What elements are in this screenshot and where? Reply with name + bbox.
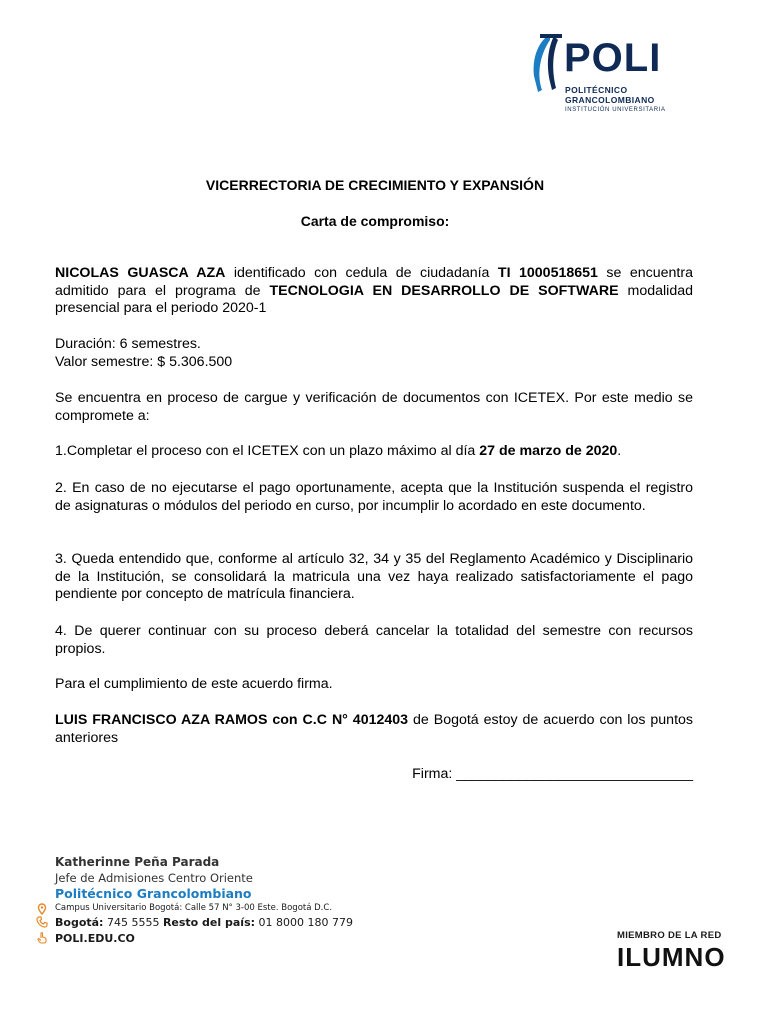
guardian-text: de Bogotá estoy de acuerdo con los puntos anteriores — [55, 712, 693, 746]
item-4-paragraph: 4. De querer continuar con su proceso deberá cancelar la totalidad del semestre con recursos propios. — [55, 623, 693, 657]
program-name: TECNOLOGIA EN DESARROLLO DE SOFTWARE — [269, 282, 619, 299]
item-1-end: . — [617, 443, 622, 459]
pointer-hand-icon — [36, 932, 48, 944]
logo-line-2: GRANCOLOMBIANO — [565, 95, 655, 105]
ilumno-logo — [617, 930, 737, 972]
country-label: Resto del país: — [162, 916, 256, 929]
footer-contact — [55, 854, 353, 947]
phone-label: Bogotá: — [55, 916, 104, 929]
signature-line: Firma: ______________________________ — [412, 766, 693, 782]
signer-name: Katherinne Peña Parada — [55, 855, 220, 869]
duration-text: Duración: 6 semestres. — [55, 336, 201, 352]
web-row — [55, 931, 353, 947]
guardian-name: LUIS FRANCISCO AZA RAMOS con C.C N° 4012403 — [55, 712, 409, 728]
logo-title: POLI — [564, 36, 662, 80]
phone-icon — [36, 916, 48, 928]
phone-row — [55, 915, 353, 931]
closing-text: Para el cumplimiento de este acuerdo firma. — [55, 676, 333, 692]
logo-line-1: POLITÉCNICO — [565, 85, 628, 95]
item-2-paragraph: 2. En caso de no ejecutarse el pago oportunamente, acepta que la Institución suspenda el registro de asignaturas o módulos del periodo en curso, por incumplir lo acordado en este documento. — [55, 480, 693, 514]
location-pin-icon — [36, 903, 48, 915]
signer-role: Jefe de Admisiones Centro Oriente — [55, 871, 253, 885]
document-id: TI 1000518651 — [497, 265, 598, 281]
ilumno-name: ILUMNO — [617, 942, 726, 972]
intro-text-3: modalidad presencial para el periodo 2020-1 — [55, 282, 693, 317]
intro-text-2: se encuentra admitido para el programa de — [55, 265, 693, 299]
intro-text-1: identificado con cedula de ciudadanía — [225, 265, 498, 281]
website-link[interactable]: POLI.EDU.CO — [55, 932, 135, 945]
student-name: NICOLAS GUASCA AZA — [55, 265, 226, 281]
item-1-text: 1.Completar el proceso con el ICETEX con un plazo máximo al día — [55, 443, 480, 459]
address-text: Campus Universitario Bogotá: Calle 57 N° 3-00 Este. Bogotá D.C. — [55, 903, 333, 913]
item-3-paragraph: 3. Queda entendido que, conforme al artículo 32, 34 y 35 del Reglamento Académico y Disciplinario de la Institución, se consolidará la matricula una vez haya realizado satisfactoriamente el pago pendiente por concepto de matrícula financiera. — [55, 551, 693, 603]
intro-paragraph — [55, 265, 693, 318]
address-row — [55, 902, 353, 915]
letter-title: Carta de compromiso: — [300, 213, 450, 229]
poli-logo-mark-icon — [528, 32, 564, 94]
logo-line-3: INSTITUCIÓN UNIVERSITARIA — [565, 107, 666, 113]
phone-number: 745 5555 — [103, 916, 163, 929]
process-paragraph: Se encuentra en proceso de cargue y verificación de documentos con ICETEX. Por este medio se compromete a: — [55, 390, 693, 424]
ilumno-tagline: MIEMBRO DE LA RED — [617, 930, 722, 941]
semester-value-text: Valor semestre: $ 5.306.500 — [55, 354, 233, 370]
institution-name: Politécnico Grancolombiano — [55, 886, 252, 901]
poli-logo — [528, 30, 673, 120]
page-title: VICERRECTORIA DE CRECIMIENTO Y EXPANSIÓN — [205, 177, 545, 193]
country-phone: 01 8000 180 779 — [255, 916, 353, 929]
deadline-date: 27 de marzo de 2020 — [479, 443, 618, 459]
guardian-paragraph — [55, 712, 693, 747]
item-1-paragraph — [55, 443, 693, 461]
